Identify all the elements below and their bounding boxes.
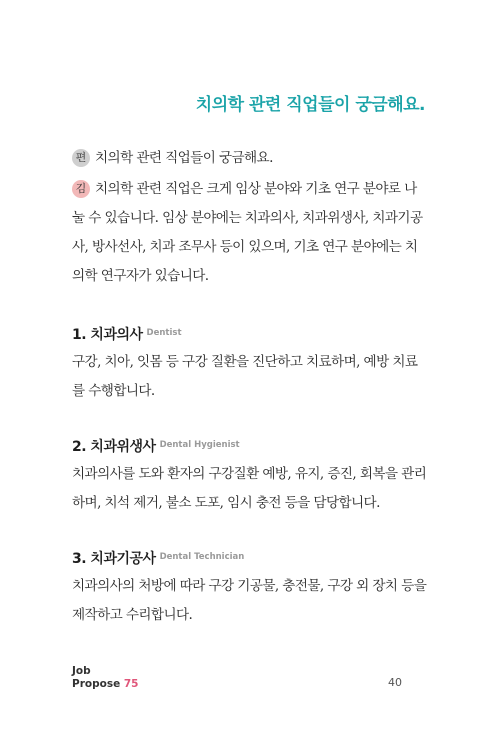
series-number: 75 bbox=[123, 678, 139, 690]
question-text: 치의학 관련 직업들이 궁금해요. bbox=[95, 150, 273, 166]
section-english-title: Dental Hygienist bbox=[159, 440, 240, 450]
question-badge: 편 bbox=[72, 149, 90, 167]
section-text: 구강, 치아, 잇몸 등 구강 질환을 진단하고 치료하며, 예방 치료를 수행합니다. bbox=[72, 354, 418, 399]
section-heading bbox=[72, 324, 428, 344]
section-english-title: Dental Technician bbox=[159, 552, 245, 562]
section-dental-hygienist bbox=[72, 436, 428, 518]
series-label bbox=[72, 665, 138, 691]
section-english-title: Dentist bbox=[146, 328, 182, 338]
section-dentist bbox=[72, 324, 428, 406]
section-title: 2. 치과위생사 bbox=[72, 439, 156, 455]
section-title: 3. 치과기공사 bbox=[72, 551, 156, 567]
series-name-line2 bbox=[72, 678, 138, 691]
series-name: Propose bbox=[72, 678, 121, 690]
content-body bbox=[72, 144, 428, 630]
answer bbox=[72, 175, 428, 291]
section-heading bbox=[72, 548, 428, 568]
section-title: 1. 치과의사 bbox=[72, 327, 143, 343]
section-text: 치과의사의 처방에 따라 구강 기공물, 충전물, 구강 외 장치 등을 제작하고 수리합니다. bbox=[72, 578, 427, 623]
series-name-line1: Job bbox=[72, 665, 91, 677]
section-text: 치과의사를 도와 환자의 구강질환 예방, 유지, 증진, 회복을 관리하며, 치석 제거, 불소 도포, 임시 충전 등을 담당합니다. bbox=[72, 466, 427, 511]
answer-badge: 김 bbox=[72, 180, 90, 198]
question bbox=[72, 144, 428, 173]
section-heading bbox=[72, 436, 428, 456]
answer-text: 치의학 관련 직업은 크게 임상 분야와 기초 연구 분야로 나눌 수 있습니다. 임상 분야에는 치과의사, 치과위생사, 치과기공사, 방사선사, 치과 조무사 등이 있으며, 기초 연구 분야에는 치의학 연구자가 있습니다. bbox=[72, 181, 423, 284]
chapter-title: 치의학 관련 직업들이 궁금해요. bbox=[195, 95, 425, 115]
page-number: 40 bbox=[388, 676, 402, 689]
section-dental-technician bbox=[72, 548, 428, 630]
